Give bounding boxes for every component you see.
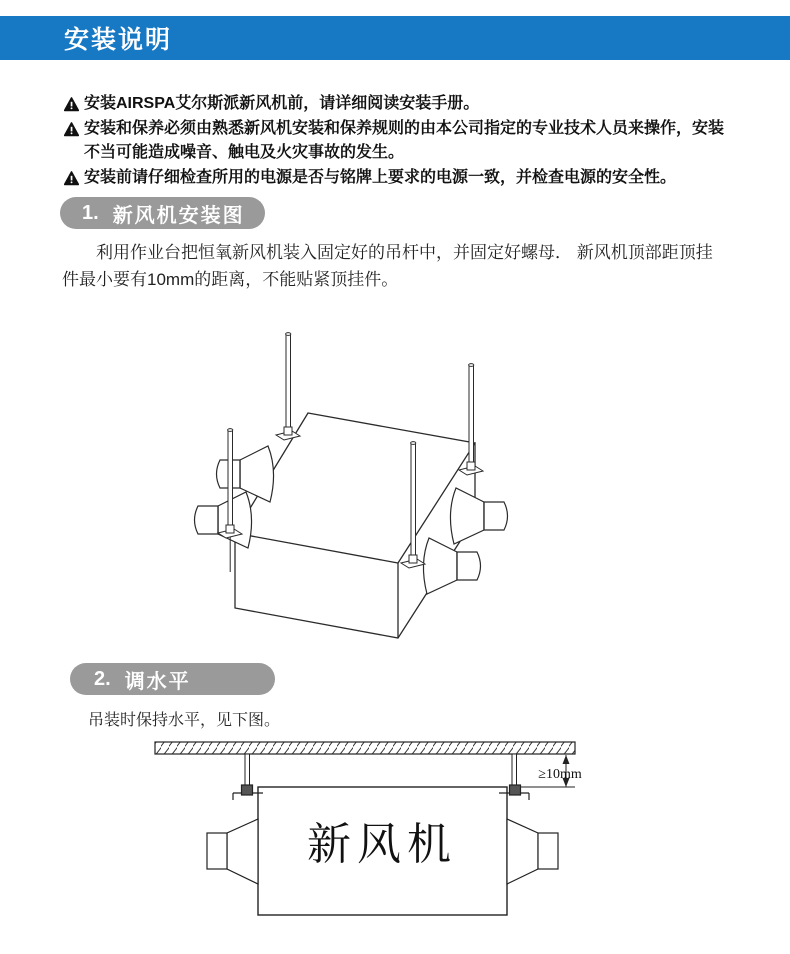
warning-text: 安装AIRSPA艾尔斯派新风机前，请详细阅读安装手册。 xyxy=(84,95,480,112)
section1-body: 利用作业台把恒氧新风机装入固定好的吊杆中，并固定好螺母． 新风机顶部距顶挂件最小要有10mm的距离，不能贴紧顶挂件。 xyxy=(62,243,713,289)
duct-spigots-isometric xyxy=(195,446,508,594)
section2-heading xyxy=(70,663,275,695)
figure-level-diagram xyxy=(145,735,605,925)
ceiling-hatch xyxy=(155,742,575,754)
warning-icon xyxy=(64,97,79,112)
dimension-label: ≥10mm xyxy=(538,767,582,782)
section-number: 1. xyxy=(82,201,99,224)
section1-heading xyxy=(60,197,265,229)
header-bar xyxy=(0,16,790,60)
warning-icon xyxy=(64,171,79,186)
section-title: 调水平 xyxy=(124,670,191,693)
unit-label: 新风机 xyxy=(307,820,457,869)
warning-item xyxy=(64,92,736,116)
warning-list xyxy=(64,92,736,191)
warning-text: 安装和保养必须由熟悉新风机安装和保养规则的由本公司指定的专业技术人员来操作，安装不当可能造成噪音、触电及火灾事故的发生。 xyxy=(84,120,725,161)
dimension-annotation xyxy=(521,755,582,787)
section2-body: 吊装时保持水平，见下图。 xyxy=(88,712,281,729)
warning-item xyxy=(64,166,736,190)
section-title: 新风机安装图 xyxy=(112,204,245,227)
warning-icon xyxy=(64,122,79,137)
page-title: 安装说明 xyxy=(64,26,173,54)
section-number: 2. xyxy=(94,667,111,690)
warning-item xyxy=(64,117,736,165)
warning-text: 安装前请仔细检查所用的电源是否与铭牌上要求的电源一致，并检查电源的安全性。 xyxy=(84,169,677,186)
figure-installation-isometric xyxy=(150,330,570,660)
unit-box-isometric xyxy=(235,413,475,638)
